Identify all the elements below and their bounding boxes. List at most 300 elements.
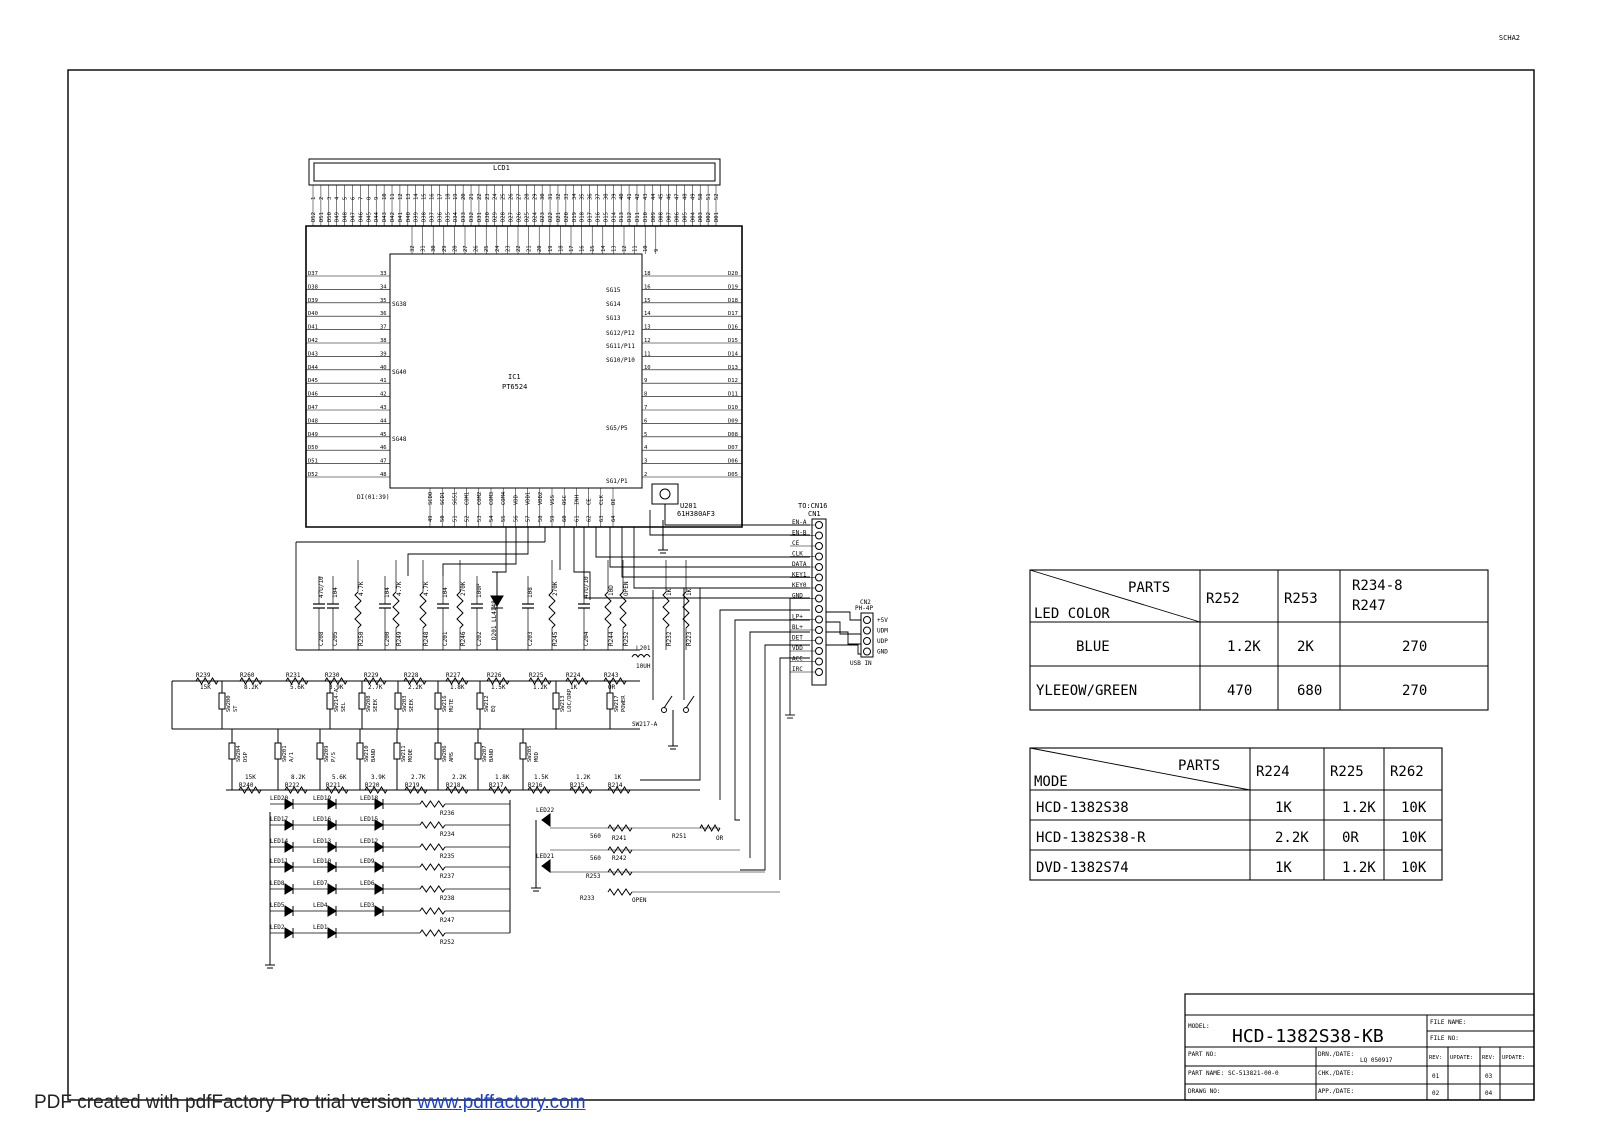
cn1-pin [816, 669, 823, 676]
row2-switch-fn: MODE [408, 748, 414, 762]
table2-cell: 10K [1401, 830, 1427, 846]
cn1-pin-label: CLK [792, 550, 803, 558]
lcd-pin-net: D21 [555, 212, 562, 222]
table1-cell: 470 [1227, 683, 1253, 699]
ic-left-pin-net: D50 [308, 445, 318, 452]
vertical-resistor [663, 592, 669, 628]
cn1-pin [816, 637, 823, 644]
ic-bottom-pin-name: COM1 [464, 491, 471, 505]
ic-left-pin-num: 43 [380, 405, 387, 411]
capacitor-value: 100P [476, 583, 483, 598]
ic-left-pin-num: 33 [380, 271, 387, 277]
table2-cell: 10K [1401, 800, 1427, 816]
lcd-pin-number: 52 [714, 193, 720, 200]
ic-top-pin-num: 9 [653, 248, 660, 252]
cn1-pin-label: DET [792, 634, 803, 642]
led-ref: LED3 [360, 902, 375, 909]
ic-inner-right-label: SG15 [606, 287, 621, 294]
led-ref: LED17 [270, 816, 289, 823]
lcd-pin-number: 24 [492, 193, 499, 200]
led-ref: LED15 [360, 816, 379, 823]
ic-right-pin-net: D17 [728, 311, 738, 318]
lcd-pin-number: 41 [627, 193, 634, 200]
row2-resistor-ref: R218 [446, 782, 461, 789]
ic-top-pin-num: 13 [611, 245, 618, 252]
row2-switch [317, 743, 323, 759]
cn1-pin [816, 532, 823, 539]
resistor-value: 1K [686, 588, 693, 596]
ic-top-pin-num: 30 [431, 245, 438, 252]
lcd-pin-number: 21 [469, 193, 476, 200]
resistor-ref: R249 [396, 631, 403, 646]
ic-left-pin-net: D52 [308, 472, 318, 478]
cn1-pin [816, 574, 823, 581]
mode-parts-table [1030, 748, 1442, 880]
table2-col-header: R262 [1390, 764, 1424, 780]
table2-row-label: HCD-1382S38-R [1036, 830, 1146, 846]
ic-left-pin-net: D38 [308, 284, 318, 291]
row1-switch [395, 693, 401, 709]
table1-cell: 270 [1402, 639, 1428, 655]
row2-switch-ref: SW210 [364, 745, 370, 762]
row1-resistor-ref: R225 [529, 672, 544, 679]
ic-bottom-pin-num: 58 [537, 515, 544, 522]
led-ref: LED14 [270, 838, 289, 845]
table1-row-label: YLEEOW/GREEN [1036, 683, 1138, 699]
ic-right-pin-num: 12 [644, 338, 651, 344]
table2-row-label: HCD-1382S38 [1036, 800, 1129, 816]
ic-left-pin-num: 45 [380, 431, 387, 438]
ic-inner-sg38: SG38 [392, 301, 407, 308]
aux-resistor-value: OR [716, 835, 724, 842]
cn1-pin-label: EN-B [792, 529, 807, 537]
ic-top-pin-num: 29 [441, 245, 448, 252]
ic-top-pin-num: 31 [420, 245, 427, 252]
row2-switch-ref: SW211 [401, 745, 407, 762]
lcd-pin-number: 48 [682, 193, 689, 200]
row1-switch-ref: SW213 [560, 695, 566, 712]
ic-top-pin-num: 27 [463, 245, 469, 252]
resistor-value: OPEN [623, 581, 630, 596]
lcd-pin-net: D48 [342, 212, 349, 222]
ic-right-pin-num: 7 [644, 405, 648, 411]
capacitor-value: 104 [332, 587, 339, 598]
inductor-ref: L201 [636, 645, 651, 652]
diode-d201 [491, 572, 503, 650]
ic-right-pin-net: D16 [728, 324, 738, 331]
row1-switch-fn: MUTE [449, 698, 455, 712]
row1-switch-fn: SEL [341, 702, 347, 712]
lcd-pin-net: D16 [595, 212, 602, 222]
table1-header-parts: PARTS [1128, 580, 1171, 596]
ic-right-pin-net: D06 [728, 458, 738, 465]
lcd-pin-net: D29 [492, 212, 499, 222]
vertical-resistor [620, 592, 626, 628]
lcd-pin-number: 13 [405, 193, 412, 200]
resistor-ref: R252 [623, 631, 630, 646]
ic-top-pin-num: 17 [569, 245, 575, 252]
ic-top-pin-num: 10 [643, 245, 650, 252]
row2-resistor-ref: R240 [239, 782, 254, 789]
capacitor-ref: C208 [318, 631, 325, 646]
lcd-pin-net: D50 [326, 212, 333, 222]
table2-cell: 1K [1275, 860, 1292, 876]
ic-inner-right-label: SG11/P11 [606, 343, 635, 350]
ic-bottom-pin-name: VDD2 [537, 491, 544, 505]
row2-switch-fn: BAND [489, 748, 495, 762]
row1-resistor-value: 1.5K [491, 684, 506, 691]
row1-switch-ref: SW214-A [334, 688, 340, 712]
cn1-pin [816, 606, 823, 613]
aux-leds [531, 807, 780, 904]
led-resistor-ref: R235 [440, 853, 455, 860]
lcd-pin-net: D25 [524, 212, 531, 222]
ic-bottom-pin-num: 55 [501, 515, 508, 522]
row2-resistor-value: 2.7K [411, 774, 426, 781]
lcd-pin-net: D12 [627, 212, 634, 222]
ic-left-pin-num: 48 [380, 472, 387, 478]
table1-cell: 270 [1402, 683, 1428, 699]
vertical-resistor [420, 592, 426, 628]
ic-right-pin-num: 18 [644, 271, 651, 277]
ic-left-pin-net: D46 [308, 391, 318, 398]
row2-resistor-ref: R221 [326, 782, 341, 789]
ic-right-pin-num: 15 [644, 297, 651, 304]
ic-inner-right-label: SG12/P12 [606, 330, 635, 337]
lcd-pin-net: D49 [334, 212, 341, 222]
row2-switch [520, 743, 526, 759]
lcd-pin-number: 50 [698, 193, 705, 200]
aux-resistor-ref: R253 [586, 873, 601, 880]
ic-bottom-pin-num: 56 [513, 515, 520, 522]
table2-cell: 0R [1342, 830, 1359, 846]
title-model-label: MODEL: [1188, 1023, 1210, 1030]
title-rev-num: 03 [1485, 1073, 1493, 1080]
title-rev: REV: [1429, 1055, 1443, 1061]
ic-bottom-pin-num: 54 [489, 515, 495, 522]
cn1-pin [816, 658, 823, 665]
lcd-pin-net: D03 [698, 212, 705, 222]
row2-switch-ref: SW207 [482, 745, 488, 762]
ic-top-pin-num: 24 [494, 245, 501, 252]
ic-bottom-pin-name: VDD [513, 495, 520, 505]
led-series-resistor [420, 886, 445, 892]
row1-switch-ref: SW208 [366, 695, 372, 712]
row2-switch [475, 743, 481, 759]
vertical-passives [313, 560, 693, 650]
led-ref: LED20 [270, 795, 289, 802]
ic-inner-right-label: SG13 [606, 315, 621, 322]
ic-top-pin-num: 20 [537, 245, 544, 252]
lcd-pin-number: 9 [374, 196, 381, 200]
lcd-pin-number: 32 [555, 193, 562, 200]
row2-switch-fn: AMS [449, 752, 455, 762]
cn1-pin [816, 595, 823, 602]
cn1-pin-label: EN-A [792, 519, 807, 526]
row2-resistor-value: 5.6K [332, 774, 347, 781]
row1-resistor-value: 2.7K [368, 684, 383, 691]
lcd-pin-net: D37 [429, 212, 436, 222]
ic-top-pin-num: 23 [505, 245, 512, 252]
ic-top-pin-num: 16 [579, 245, 586, 252]
capacitor-ref: C204 [583, 631, 590, 646]
ic-left-pin-num: 42 [380, 391, 387, 398]
ic-inner-sg40: SG40 [392, 369, 407, 376]
ic-left-pin-net: D45 [308, 378, 318, 385]
title-update: UPDATE: [1450, 1055, 1474, 1061]
lcd-pin-net: D18 [579, 212, 586, 222]
ic-right-pin-net: D11 [728, 391, 738, 398]
capacitor-value: 104 [442, 587, 449, 598]
sw217a-switch [632, 696, 694, 749]
ic-top-pin-num: 14 [600, 245, 607, 252]
u201-part: 61H380AF3 [677, 510, 715, 518]
ic-bottom-pin-num: 60 [562, 515, 569, 522]
lcd-pin-net: D33 [461, 212, 468, 222]
cn1-pin-label: KEY1 [792, 571, 807, 579]
row2-switch [394, 743, 400, 759]
cn1-pin-label: IRC [792, 666, 803, 673]
led-ref: LED11 [270, 858, 289, 865]
title-file-name: FILE NAME: [1430, 1019, 1467, 1026]
led-array [265, 795, 510, 968]
lcd-pin-net: D04 [690, 212, 697, 222]
table2-cell: 2.2K [1275, 830, 1309, 846]
row1-resistor-ref: R229 [364, 672, 379, 679]
led-ref: LED13 [313, 838, 332, 845]
ic-top-pin-num: 32 [410, 245, 416, 252]
led-series-resistor [420, 930, 445, 936]
lcd-pin-number: 38 [603, 193, 610, 200]
row1-switch-fn: SEEK [409, 698, 415, 712]
row2-switch-fn: A/1 [289, 752, 295, 762]
title-part-name-value: SC-513821-00-0 [1228, 1070, 1279, 1077]
cn1-pin [816, 627, 823, 634]
lcd-pin-number: 27 [516, 193, 523, 200]
ic-left-pin-net: D41 [308, 324, 318, 331]
ic-left-pin-num: 47 [380, 458, 387, 465]
ic-bottom-pin-name: SCDO [428, 491, 434, 505]
ic-top-pin-num: 21 [526, 245, 533, 252]
u201-component [652, 484, 715, 553]
row2-resistor-value: 1.2K [576, 774, 591, 781]
row1-switch-fn: EQ [491, 705, 497, 712]
ic-right-pin-net: D08 [728, 431, 738, 438]
row2-resistor-ref: R220 [365, 782, 380, 789]
ic-bottom-pin-num: 61 [574, 515, 581, 522]
resistor-value: 270K [460, 581, 467, 596]
ic-bottom-pin-name: OSC [562, 495, 569, 505]
ic-left-pin-num: 38 [380, 338, 387, 344]
cn1-pin [816, 522, 823, 529]
resistor-ref: R246 [460, 631, 467, 646]
vertical-resistor [457, 592, 463, 628]
row2-switch-ref: SW201 [282, 745, 288, 762]
cn2-note: USB IN [850, 660, 872, 667]
ic-left-pin-num: 40 [380, 364, 387, 371]
aux-resistor-value: 560 [590, 833, 601, 840]
title-rev-num: 04 [1485, 1090, 1493, 1097]
lcd-pin-number: 19 [453, 193, 460, 200]
title-rev-num: 01 [1432, 1073, 1440, 1080]
ic-right-pin-num: 5 [644, 431, 648, 438]
title-block [1185, 994, 1534, 1100]
lcd-pin-net: D34 [453, 212, 460, 222]
row2-switch [275, 743, 281, 759]
led-series-resistor [420, 864, 445, 870]
row1-resistor-ref: R227 [446, 672, 461, 679]
cn1-pin-label: LP+ [792, 613, 803, 621]
cn2-pin-label: +5V [877, 617, 888, 624]
ic-top-pin-num: 25 [484, 245, 491, 252]
pdf-footer [34, 1092, 586, 1114]
led-ref: LED4 [313, 902, 328, 909]
lcd-pin-number: 20 [461, 193, 468, 200]
lcd-pin-number: 39 [611, 193, 618, 200]
lcd-pin-net: D01 [714, 212, 720, 222]
row1-switch-fn: LOC/DRP [567, 688, 573, 712]
ic-left-pin-net: D42 [308, 338, 318, 344]
cn2-type: PH-4P [855, 605, 874, 612]
row2-switch-fn: DSP [243, 752, 249, 762]
lcd-pin-net: D27 [508, 212, 515, 222]
lcd-pin-number: 44 [650, 193, 657, 200]
ic-bottom-pin-num: 52 [464, 515, 471, 522]
lcd-pin-number: 10 [382, 193, 389, 200]
ic-left-pin-net: D40 [308, 311, 318, 318]
lcd-pin-net: D07 [666, 212, 673, 222]
ic-top-pin-num: 11 [632, 245, 639, 252]
row2-resistor-ref: R222 [285, 782, 300, 789]
ic-left-pin-num: 34 [380, 284, 387, 291]
row1-resistor-ref: R239 [196, 672, 211, 679]
diode-d201-label: D201 LL4148 [491, 600, 498, 640]
ic-left-pin-net: D43 [308, 351, 318, 358]
ic-bottom-pin-name: DI [611, 498, 617, 505]
capacitor-value: 47U/10 [318, 576, 325, 598]
row1-resistor-ref: R230 [325, 672, 340, 679]
ic-right-pin-num: 6 [644, 418, 648, 425]
table1-header-left: LED COLOR [1034, 606, 1110, 622]
lcd-pin-number: 11 [390, 193, 397, 200]
lcd-pin-net: D23 [540, 212, 547, 222]
cn1-pin [816, 553, 823, 560]
lcd-pin-number: 12 [397, 193, 404, 200]
resistor-ref: R245 [552, 631, 559, 646]
ic-top-pin-num: 18 [558, 245, 565, 252]
led-ref: LED12 [360, 838, 379, 845]
ic-left-pin-num: 39 [380, 351, 387, 358]
lcd-pin-number: 28 [524, 193, 531, 200]
capacitor-value: 104 [384, 587, 391, 598]
cn1-pin-label: GND [792, 592, 803, 600]
resistor-value: 4.7K [423, 581, 430, 596]
resistor-ref: R250 [358, 631, 365, 646]
ic-bottom-pin-num: 49 [428, 515, 434, 522]
lcd-pin-net: D22 [548, 212, 555, 222]
row2-resistor-value: 1K [614, 774, 622, 781]
lcd-pin-number: 36 [587, 193, 594, 200]
aux-resistor-ref: R241 [612, 835, 627, 842]
u201-ref: U201 [680, 502, 697, 510]
lcd-pin-number: 35 [579, 193, 586, 200]
row1-switch-ref: SW203 [402, 695, 408, 712]
led-color-parts-table [1030, 570, 1488, 710]
footer-link[interactable]: www.pdffactory.com [417, 1092, 586, 1113]
title-drawg-no: DRAWG NO: [1188, 1088, 1221, 1095]
row2-resistor-ref: R217 [489, 782, 504, 789]
row2-resistor-value: 3.9K [371, 774, 386, 781]
resistor-value: 4.7K [358, 581, 365, 596]
row2-switch-ref: SW206 [442, 745, 448, 762]
row1-resistor-value: 1.2K [533, 684, 548, 691]
cn2-pin [864, 617, 871, 624]
ic-right-pin-num: 8 [644, 391, 648, 398]
lcd-pin-net: D28 [500, 212, 507, 222]
lcd-pin-number: 42 [634, 193, 641, 200]
lcd-pin-net: D13 [619, 212, 626, 222]
title-drn-date: DRN./DATE: [1318, 1051, 1355, 1058]
led-ref: LED9 [360, 858, 375, 865]
ic-left-pin-net: D39 [308, 297, 318, 304]
led-series-resistor [420, 801, 445, 807]
ic-inner-right-label: SG1/P1 [606, 478, 628, 485]
resistor-value: 10D [608, 585, 615, 596]
ic-bottom-pin-name: COM2 [476, 491, 483, 505]
table2-cell: 1K [1275, 800, 1292, 816]
key-row-1 [172, 672, 640, 729]
lcd-pin-net: D42 [390, 212, 397, 222]
capacitor-ref: C205 [332, 631, 339, 646]
led-series-resistor [420, 844, 445, 850]
ic-left-pin-num: 46 [380, 445, 387, 452]
row1-switch [435, 693, 441, 709]
lcd-pin-number: 46 [666, 193, 673, 200]
lcd-pin-net: D30 [484, 212, 491, 222]
led-ref: LED7 [313, 880, 328, 887]
inductor-value: 10UH [636, 663, 651, 670]
ic-top-pin-num: 12 [622, 245, 628, 252]
lcd-pin-net: D52 [311, 212, 317, 222]
lcd-pin-number: 34 [571, 193, 578, 200]
ic-left-pin-num: 35 [380, 297, 387, 304]
lcd-pin-number: 1 [311, 196, 317, 200]
ic-inner-sg48: SG48 [392, 436, 407, 443]
resistor-value: 270K [552, 581, 559, 596]
lcd1-label: LCD1 [493, 164, 510, 172]
row1-resistor-value: 2.2K [408, 684, 423, 691]
cn1-pin-label: ACC [792, 655, 803, 663]
ic-right-pin-net: D14 [728, 351, 738, 358]
row2-resistor-value: 15K [245, 774, 256, 781]
row2-resistor-ref: R214 [608, 782, 623, 789]
ic-right-pin-net: D05 [728, 472, 738, 478]
footer-text: PDF created with pdfFactory Pro trial version [34, 1092, 418, 1113]
row1-switch-ref: SW200 [226, 695, 232, 712]
lcd1-component [309, 159, 720, 226]
lcd-pin-number: 29 [532, 193, 539, 200]
row2-switch [435, 743, 441, 759]
lcd-pin-net: D39 [413, 212, 420, 222]
led-resistor-ref: R236 [440, 810, 455, 817]
ic-bottom-pin-name: COM3 [489, 491, 495, 505]
aux-resistor-ref: R242 [612, 855, 627, 862]
row2-resistor-value: 2.2K [452, 774, 467, 781]
lcd-pin-net: D38 [421, 212, 428, 222]
lcd-pin-number: 45 [658, 193, 665, 200]
row1-resistor-ref: R231 [286, 672, 301, 679]
table1-col-header: R252 [1206, 591, 1240, 607]
